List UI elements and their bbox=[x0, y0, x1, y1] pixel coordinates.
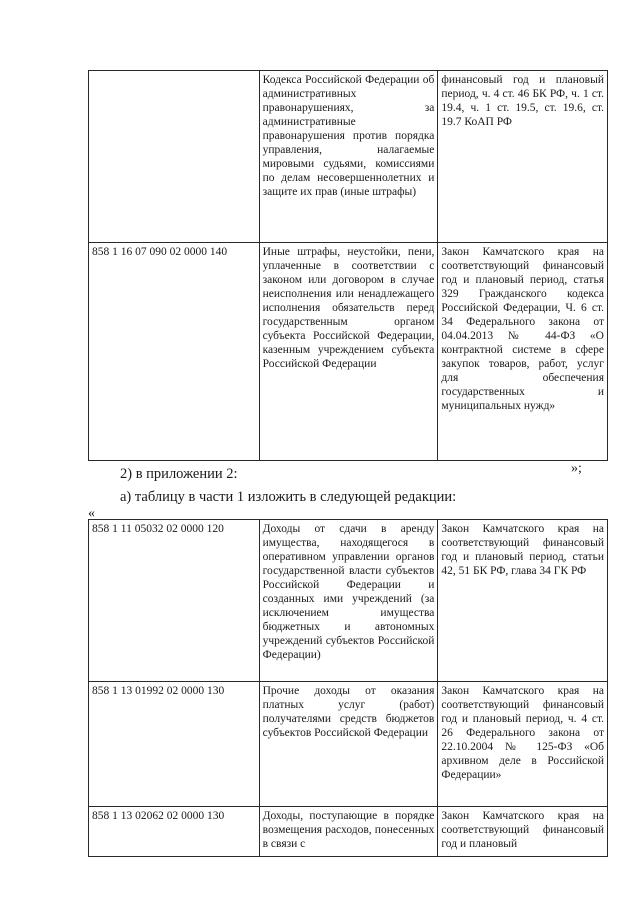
revenue-table-appendix-2 bbox=[88, 519, 608, 857]
table-cell-code: 858 1 13 01992 02 0000 130 bbox=[89, 682, 260, 807]
table-cell-basis: Закон Камчатского края на соответствующий финансовый год и плановый период, статьи 42, 51 БК РФ, глава 34 ГК РФ bbox=[438, 520, 608, 682]
table-row bbox=[89, 243, 608, 461]
table-cell-code: 858 1 13 02062 02 0000 130 bbox=[89, 807, 260, 857]
table-row bbox=[89, 71, 608, 243]
table-cell-code: 858 1 11 05032 02 0000 120 bbox=[89, 520, 260, 682]
table-row bbox=[89, 682, 608, 807]
table-cell-name: Прочие доходы от оказания платных услуг (работ) получателями средств бюджетов субъектов Российской Федерации bbox=[259, 682, 438, 807]
table-row bbox=[89, 520, 608, 682]
table-cell-basis: Закон Камчатского края на соответствующий финансовый год и плановый bbox=[438, 807, 608, 857]
table-opening-quote: « bbox=[88, 506, 95, 521]
table-cell-name: Доходы, поступающие в порядке возмещения расходов, понесенных в связи с bbox=[259, 807, 438, 857]
table-cell-basis: Закон Камчатского края на соответствующий финансовый год и плановый период, ч. 4 ст. 26 Федерального закона от 22.10.2004 № 125-ФЗ «Об архивном деле в Российской Федерации» bbox=[438, 682, 608, 807]
table-cell-code: 858 1 16 07 090 02 0000 140 bbox=[89, 243, 260, 461]
table-closing-quote: »; bbox=[571, 461, 582, 476]
table-row bbox=[89, 807, 608, 857]
paragraph-item-2: 2) в приложении 2: bbox=[120, 466, 238, 482]
paragraph-item-a: а) таблицу в части 1 изложить в следующей редакции: bbox=[120, 489, 457, 505]
revenue-table-appendix-1 bbox=[88, 70, 608, 461]
table-cell-basis: Закон Камчатского края на соответствующий финансовый год и плановый период, статья 329 Гражданского кодекса Российской Федерации, Ч. 6 ст. 34 Федерального закона от 04.04.2013 № 44-ФЗ «О контрактной системе в сфере закупок товаров, работ, услуг для обеспечения государственных и муниципальных нужд» bbox=[438, 243, 608, 461]
table-cell-name: Кодекса Российской Федерации об административных правонарушениях, за административные правонарушения против порядка управления, налагаемые мировыми судьями, комиссиями по делам несовершеннолетних и защите их прав (иные штрафы) bbox=[259, 71, 438, 243]
table-cell-name: Иные штрафы, неустойки, пени, уплаченные в соответствии с законом или договором в случае неисполнения или ненадлежащего исполнения обязательств перед государственным органом субъекта Российской Федерации, казенным учреждением субъекта Российской Федерации bbox=[259, 243, 438, 461]
table-cell-basis: финансовый год и плановый период, ч. 4 ст. 46 БК РФ, ч. 1 ст. 19.4, ч. 1 ст. 19.5, ст. 19.6, ст. 19.7 КоАП РФ bbox=[438, 71, 608, 243]
table-cell-code bbox=[89, 71, 260, 243]
table-cell-name: Доходы от сдачи в аренду имущества, находящегося в оперативном управлении органов государственной власти субъектов Российской Федерации и созданных ими учреждений (за исключением имущества бюджетных и автономных учреждений субъектов Российской Федерации) bbox=[259, 520, 438, 682]
